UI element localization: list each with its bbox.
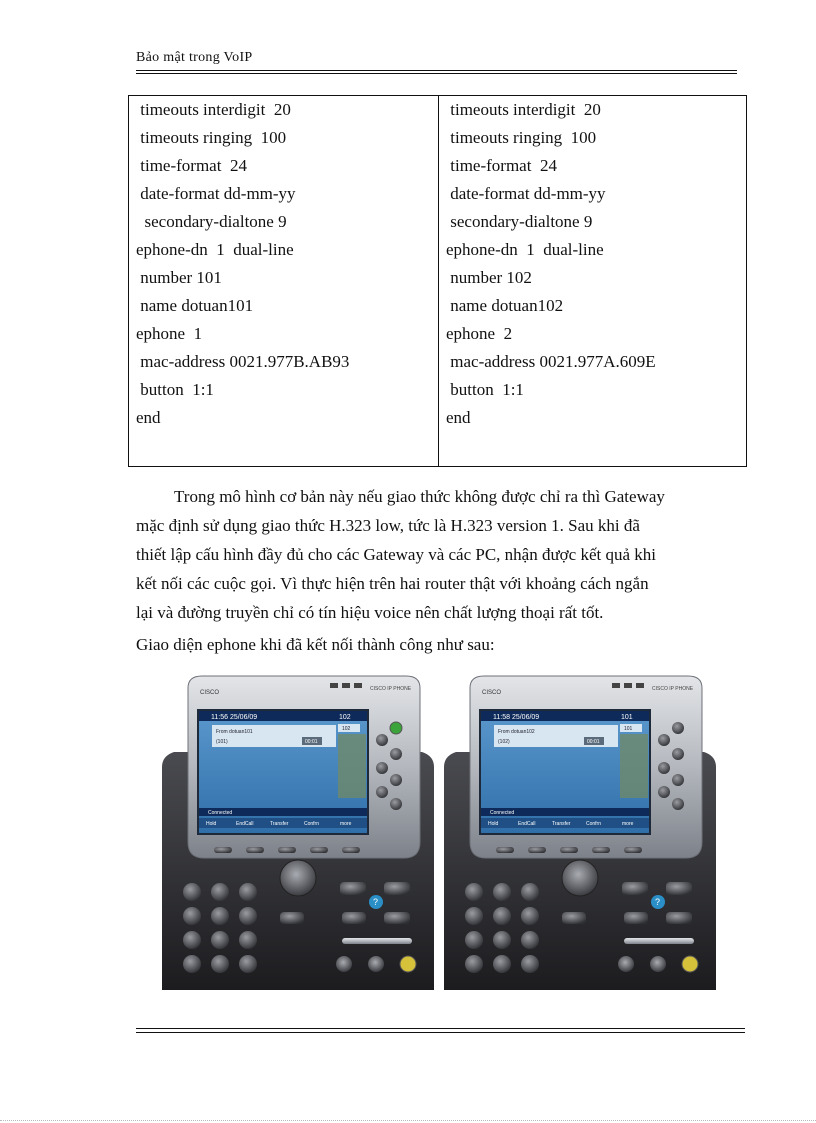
headset-button[interactable] (336, 956, 352, 972)
line-button[interactable] (658, 786, 670, 798)
mute-button[interactable] (368, 956, 384, 972)
softkey-button[interactable] (592, 847, 610, 853)
keypad-key[interactable] (521, 955, 539, 973)
softkey-label: Confrn (304, 821, 320, 827)
softkey-label: Transfer (270, 821, 289, 827)
line-button[interactable] (390, 798, 402, 810)
messages-button[interactable] (340, 882, 366, 895)
speaker-icon[interactable] (682, 956, 698, 972)
paragraph-line: thiết lập cấu hình đầy đủ cho các Gateway và các PC, nhận được kết quả khi (136, 545, 656, 564)
softkey-button[interactable] (624, 847, 642, 853)
keypad-key[interactable] (211, 907, 229, 925)
line-button[interactable] (672, 722, 684, 734)
config-line: ephone-dn 1 dual-line (136, 240, 294, 259)
call-timer: 00:01 (587, 739, 600, 745)
navigation-pad[interactable] (280, 860, 316, 896)
softkey-label: more (340, 821, 352, 827)
softkey-label: Transfer (552, 821, 571, 827)
footer-rule (136, 1032, 745, 1033)
config-line: ephone 1 (136, 324, 203, 343)
header-title: Bảo mật trong VoIP (136, 50, 253, 65)
softkey-label: EndCall (236, 821, 254, 827)
keypad-key[interactable] (211, 955, 229, 973)
phone-model: CISCO IP PHONE (652, 686, 694, 692)
volume-bar[interactable] (624, 938, 694, 944)
services-button[interactable] (624, 912, 648, 924)
config-line: secondary-dialtone 9 (446, 212, 593, 231)
paragraph-line: lại và đường truyền chỉ có tín hiệu voice nên chất lượng thoại rất tốt. (136, 603, 604, 622)
keypad-key[interactable] (493, 955, 511, 973)
call-timer: 00:01 (305, 739, 318, 745)
screen-time-date: 11:56 25/06/09 (211, 714, 258, 721)
services-button[interactable] (342, 912, 366, 924)
indicator-led (330, 683, 338, 688)
softkey-button[interactable] (528, 847, 546, 853)
indicator-led (342, 683, 350, 688)
config-line: number 102 (446, 268, 532, 287)
screen-line-number: 102 (339, 714, 351, 721)
config-column-right (438, 96, 746, 466)
keypad-key[interactable] (239, 931, 257, 949)
directory-icon[interactable] (666, 882, 692, 895)
headset-button[interactable] (618, 956, 634, 972)
line-key-number: 102 (342, 726, 351, 732)
keypad-key[interactable] (239, 955, 257, 973)
line-button[interactable] (672, 798, 684, 810)
ephone-2 (444, 676, 716, 990)
keypad-key[interactable] (239, 883, 257, 901)
config-line: button 1:1 (136, 380, 214, 399)
directories-button[interactable] (280, 912, 304, 924)
line-key-number: 101 (624, 726, 633, 732)
paragraph-line: Trong mô hình cơ bản này nếu giao thức không được chỉ ra thì Gateway (174, 487, 665, 506)
keypad-key[interactable] (465, 883, 483, 901)
keypad-key[interactable] (211, 883, 229, 901)
softkey-label: Confrn (586, 821, 602, 827)
footer-rule (136, 1028, 745, 1029)
keypad-key[interactable] (493, 883, 511, 901)
header-rule (136, 70, 737, 71)
body-paragraph (136, 482, 739, 627)
line-button[interactable] (658, 762, 670, 774)
mute-button[interactable] (650, 956, 666, 972)
config-line: secondary-dialtone 9 (136, 212, 287, 231)
paragraph-line: mặc định sử dụng giao thức H.323 low, tức là H.323 version 1. Sau khi đã (136, 516, 640, 535)
brand-logo: CISCO (482, 690, 502, 696)
call-id: (102) (498, 739, 510, 745)
paragraph-line: kết nối các cuộc gọi. Vì thực hiện trên hai router thật với khoảng cách ngắn (136, 574, 649, 593)
softkey-button[interactable] (278, 847, 296, 853)
softkey-button[interactable] (310, 847, 328, 853)
config-line: end (136, 408, 161, 427)
keypad-key[interactable] (183, 883, 201, 901)
ephone-figure (162, 672, 716, 990)
line-button[interactable] (376, 762, 388, 774)
keypad-key[interactable] (183, 907, 201, 925)
config-line: timeouts interdigit 20 (136, 100, 291, 119)
config-line: name dotuan102 (446, 296, 564, 315)
page-bottom-border (0, 1120, 816, 1121)
ephone-1 (162, 676, 434, 990)
indicator-led (624, 683, 632, 688)
phone-model: CISCO IP PHONE (370, 686, 412, 692)
directory-icon[interactable] (384, 882, 410, 895)
line-button[interactable] (672, 748, 684, 760)
screen-time-date: 11:58 25/06/09 (493, 714, 540, 721)
screen-wallpaper (620, 734, 648, 798)
config-line: ephone 2 (446, 324, 513, 343)
figure-caption: Giao diện ephone khi đã kết nối thành công như sau: (136, 635, 495, 654)
softkey-button[interactable] (560, 847, 578, 853)
softkey-label: Hold (488, 821, 499, 827)
keypad-key[interactable] (465, 931, 483, 949)
softkey-button[interactable] (214, 847, 232, 853)
call-from: From dotuan101 (216, 729, 253, 735)
screen-line-number: 101 (621, 714, 633, 721)
keypad-key[interactable] (521, 931, 539, 949)
config-line: time-format 24 (136, 156, 247, 175)
config-column-left (129, 96, 438, 466)
keypad-key[interactable] (183, 931, 201, 949)
config-line: timeouts ringing 100 (446, 128, 597, 147)
settings-button[interactable] (666, 912, 692, 924)
softkey-label: Hold (206, 821, 217, 827)
call-id: (101) (216, 739, 228, 745)
screen-wallpaper (338, 734, 366, 798)
config-line: mac-address 0021.977B.AB93 (136, 352, 350, 371)
messages-button[interactable] (622, 882, 648, 895)
svg-text:?: ? (655, 897, 661, 907)
keypad-key[interactable] (211, 931, 229, 949)
softkey-label: EndCall (518, 821, 536, 827)
softkey-button[interactable] (246, 847, 264, 853)
keypad-key[interactable] (183, 955, 201, 973)
line-button[interactable] (658, 734, 670, 746)
keypad-key[interactable] (493, 907, 511, 925)
config-line: time-format 24 (446, 156, 557, 175)
config-line: timeouts ringing 100 (136, 128, 287, 147)
softkey-label: more (622, 821, 634, 827)
keypad-key[interactable] (521, 907, 539, 925)
line-button[interactable] (390, 722, 402, 734)
brand-logo: CISCO (200, 690, 220, 696)
keypad-key[interactable] (465, 907, 483, 925)
call-from: From dotuan102 (498, 729, 535, 735)
volume-bar[interactable] (342, 938, 412, 944)
config-line: date-format dd-mm-yy (136, 184, 296, 203)
line-button[interactable] (390, 748, 402, 760)
directories-button[interactable] (562, 912, 586, 924)
line-button[interactable] (672, 774, 684, 786)
config-line: name dotuan101 (136, 296, 254, 315)
keypad-key[interactable] (493, 931, 511, 949)
line-button[interactable] (376, 734, 388, 746)
config-line: mac-address 0021.977A.609E (446, 352, 656, 371)
config-line: timeouts interdigit 20 (446, 100, 601, 119)
config-line: number 101 (136, 268, 222, 287)
indicator-led (612, 683, 620, 688)
keypad-key[interactable] (521, 883, 539, 901)
line-button[interactable] (376, 786, 388, 798)
line-button[interactable] (390, 774, 402, 786)
svg-text:?: ? (373, 897, 379, 907)
config-table (128, 95, 747, 467)
indicator-led (636, 683, 644, 688)
keypad-key[interactable] (465, 955, 483, 973)
navigation-pad[interactable] (562, 860, 598, 896)
speaker-icon[interactable] (400, 956, 416, 972)
indicator-led (354, 683, 362, 688)
header-rule (136, 73, 737, 74)
config-line: date-format dd-mm-yy (446, 184, 606, 203)
settings-button[interactable] (384, 912, 410, 924)
softkey-button[interactable] (496, 847, 514, 853)
config-line: end (446, 408, 471, 427)
keypad-key[interactable] (239, 907, 257, 925)
config-line: button 1:1 (446, 380, 524, 399)
call-status: Connected (208, 810, 233, 816)
softkey-button[interactable] (342, 847, 360, 853)
config-line: ephone-dn 1 dual-line (446, 240, 604, 259)
call-status: Connected (490, 810, 515, 816)
